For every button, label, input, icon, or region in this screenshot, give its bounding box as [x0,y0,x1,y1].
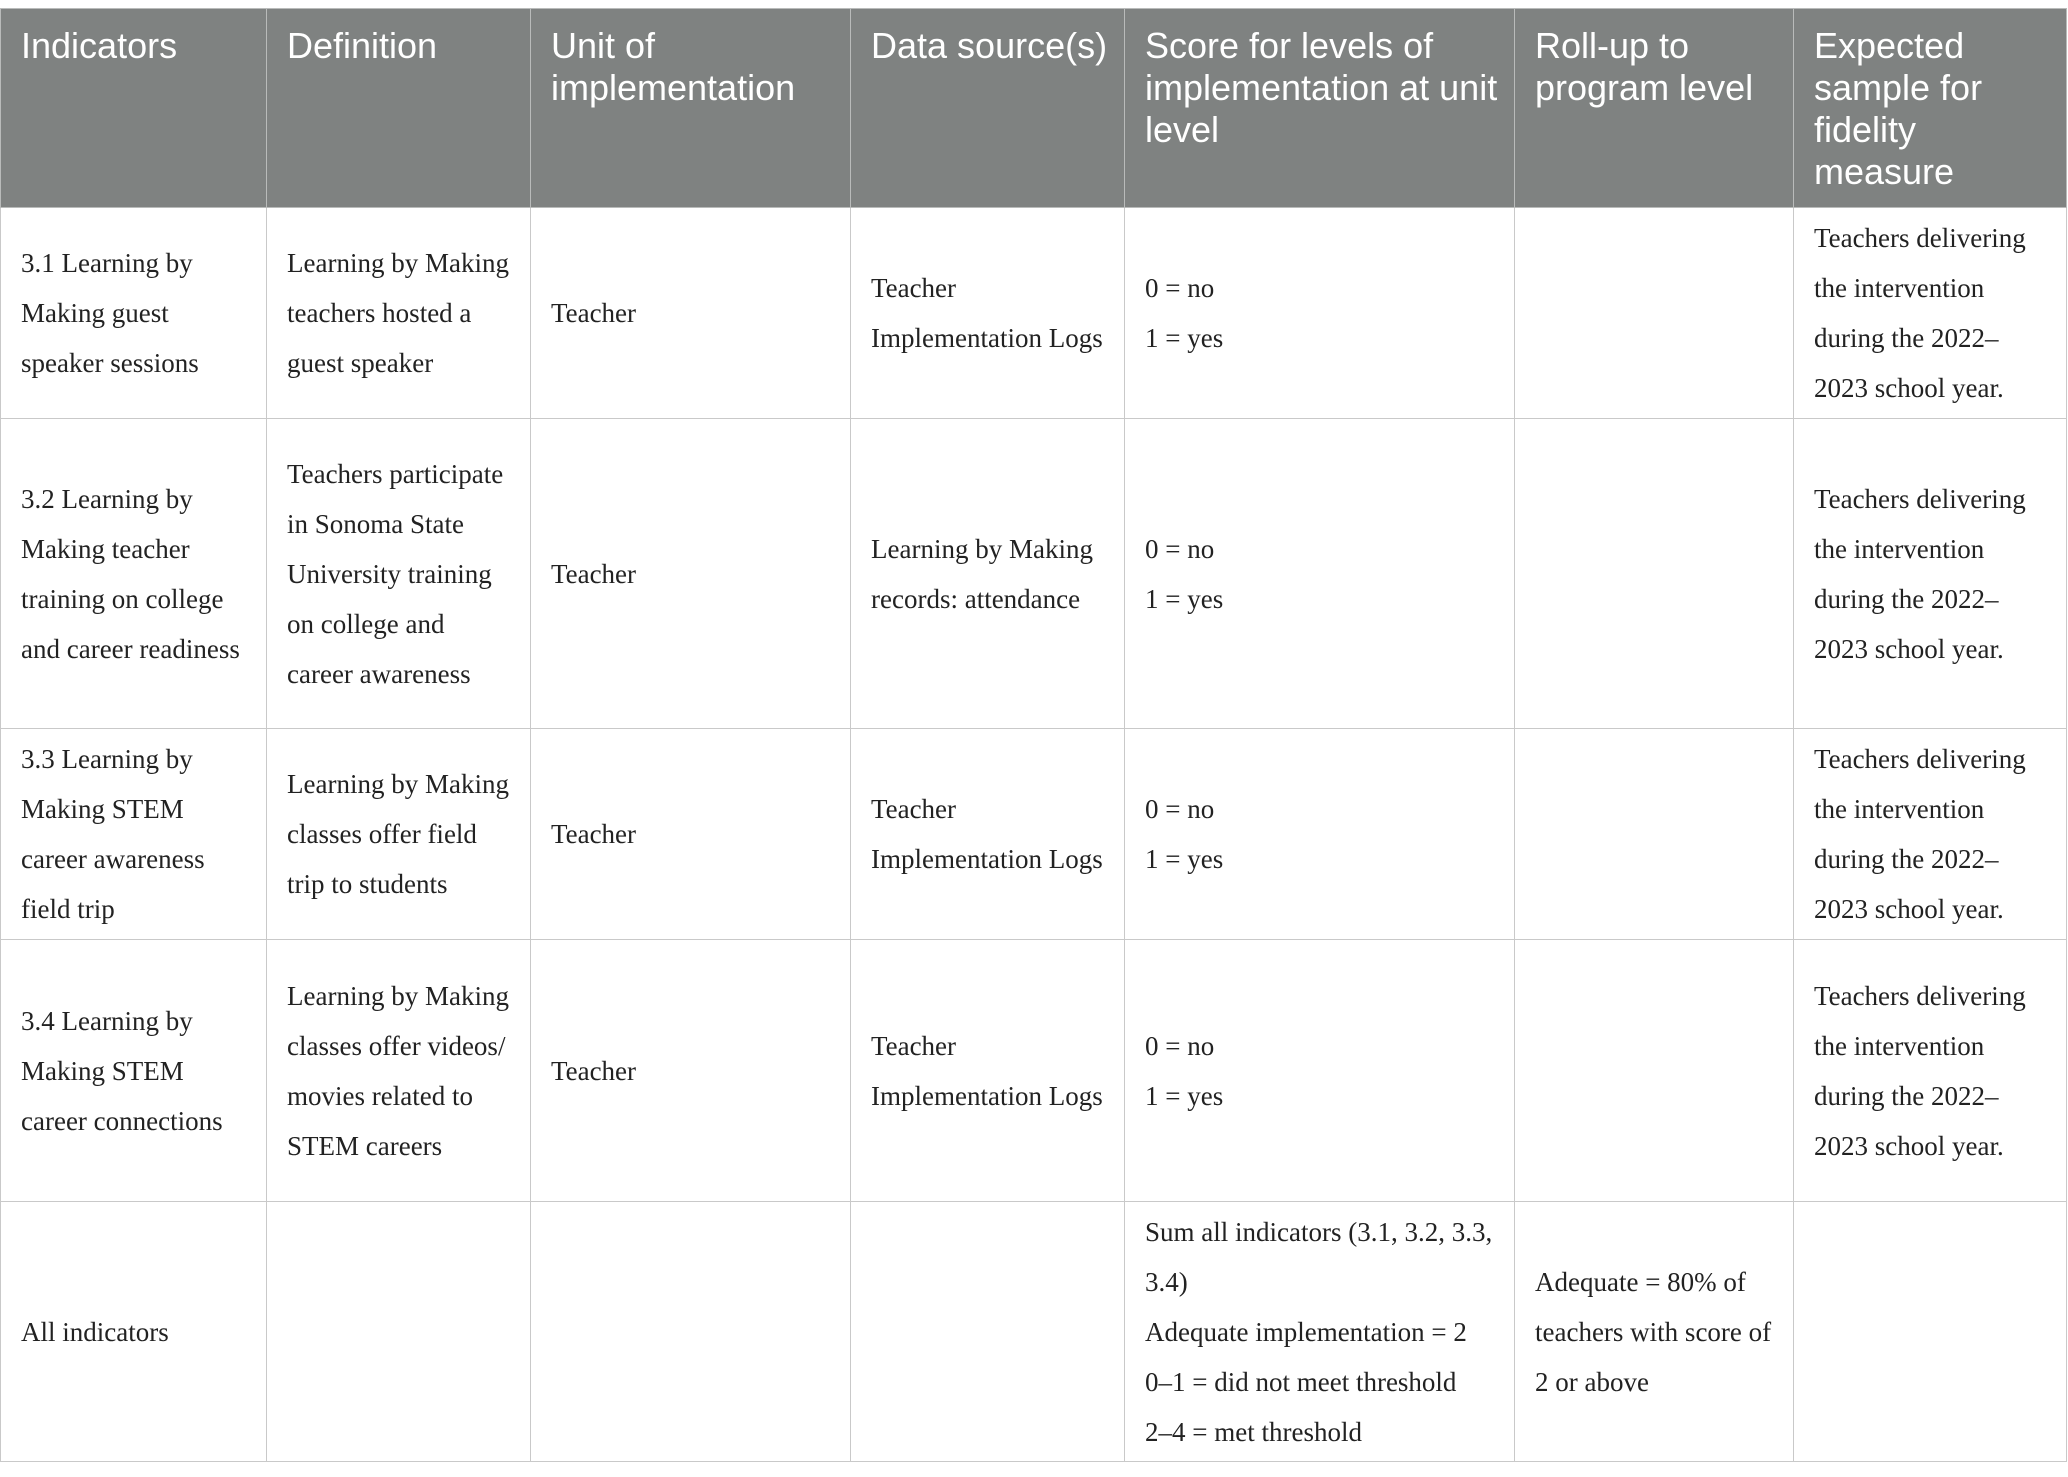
score-line: Adequate implementation = 2 [1145,1316,1467,1347]
header-unit-of-implementation: Unit of implementation [531,9,851,208]
score-line: 0 = no [1145,794,1215,824]
header-expected-sample: Expected sample for fidelity measure [1794,9,2067,208]
cell-rollup [1515,419,1794,729]
cell-definition [267,1202,531,1462]
cell-definition: Teachers participate in Sonoma State University training on college and career awareness [267,419,531,729]
cell-unit [531,1202,851,1462]
score-line: 0–1 = did not meet threshold [1145,1366,1457,1397]
cell-sample: Teachers delivering the intervention during the 2022–2023 school year. [1794,729,2067,940]
header-row [1,9,2067,208]
cell-indicator: 3.1 Learning by Making guest speaker sessions [1,208,267,419]
header-score-levels: Score for levels of implementation at unit level [1125,9,1515,208]
cell-definition: Learning by Making classes offer field trip to students [267,729,531,940]
cell-indicator: 3.4 Learning by Making STEM career connections [1,940,267,1202]
table-row [1,729,2067,940]
cell-unit: Teacher [531,940,851,1202]
cell-score [1125,419,1515,729]
cell-indicator: 3.3 Learning by Making STEM career awareness field trip [1,729,267,940]
cell-score [1125,1202,1515,1462]
cell-indicator: All indicators [1,1202,267,1462]
table-row [1,208,2067,419]
cell-rollup [1515,729,1794,940]
table-row-summary [1,1202,2067,1462]
header-indicators: Indicators [1,9,267,208]
cell-indicator: 3.2 Learning by Making teacher training on college and career readiness [1,419,267,729]
cell-source [851,1202,1125,1462]
cell-rollup [1515,208,1794,419]
cell-score [1125,729,1515,940]
score-line: 1 = yes [1145,1080,1224,1111]
cell-unit: Teacher [531,208,851,419]
cell-rollup [1515,940,1794,1202]
cell-unit: Teacher [531,419,851,729]
score-line: 1 = yes [1145,844,1224,874]
header-roll-up: Roll-up to program level [1515,9,1794,208]
cell-source: Learning by Making records: attendance [851,419,1125,729]
cell-definition: Learning by Making teachers hosted a guest speaker [267,208,531,419]
cell-source: Teacher Implementation Logs [851,208,1125,419]
cell-score [1125,940,1515,1202]
header-definition: Definition [267,9,531,208]
cell-sample: Teachers delivering the intervention during the 2022–2023 school year. [1794,419,2067,729]
fidelity-indicators-table [0,8,2067,1462]
score-line: 1 = yes [1145,583,1224,614]
cell-definition: Learning by Making classes offer videos/ movies related to STEM careers [267,940,531,1202]
score-line: 1 = yes [1145,323,1224,353]
score-line: 0 = no [1145,273,1215,303]
table-row [1,940,2067,1202]
score-line: 0 = no [1145,1030,1215,1061]
cell-rollup: Adequate = 80% of teachers with score of 2 or above [1515,1202,1794,1462]
cell-unit: Teacher [531,729,851,940]
score-line: 0 = no [1145,533,1215,564]
cell-source: Teacher Implementation Logs [851,729,1125,940]
score-line: Sum all indicators (3.1, 3.2, 3.3, 3.4) [1145,1216,1493,1297]
header-data-sources: Data source(s) [851,9,1125,208]
cell-score [1125,208,1515,419]
score-line: 2–4 = met threshold [1145,1416,1362,1447]
cell-sample: Teachers delivering the intervention during the 2022–2023 school year. [1794,940,2067,1202]
table-row [1,419,2067,729]
cell-source: Teacher Implementation Logs [851,940,1125,1202]
cell-sample: Teachers delivering the intervention during the 2022–2023 school year. [1794,208,2067,419]
cell-sample [1794,1202,2067,1462]
